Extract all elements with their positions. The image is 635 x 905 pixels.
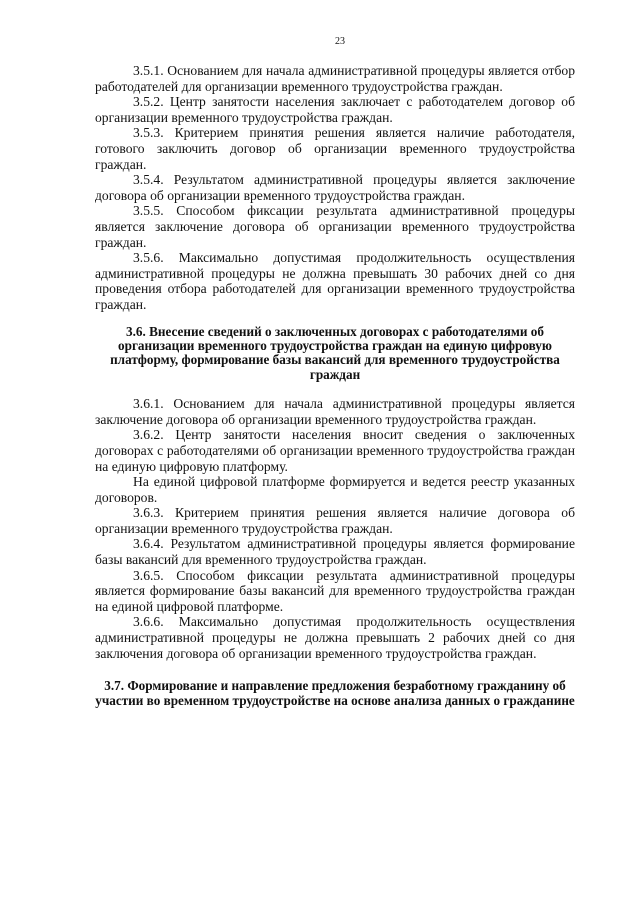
paragraph-3-5-2: 3.5.2. Центр занятости населения заключает с работодателем договор об организации временного трудоустройства граждан. — [95, 94, 575, 125]
section-3-6-heading: 3.6. Внесение сведений о заключенных договорах с работодателями об организации временного трудоустройства граждан на единую цифровую платформу, формирование базы вакансий для временного трудоустройства граждан — [110, 323, 560, 382]
paragraph-3-5-4: 3.5.4. Результатом административной процедуры является заключение договора об организации временного трудоустройства граждан. — [95, 172, 575, 203]
paragraph-3-6-2-registry: На единой цифровой платформе формируется и ведется реестр указанных договоров. — [95, 474, 575, 505]
page-number: 23 — [335, 36, 345, 47]
paragraph-3-6-2: 3.6.2. Центр занятости населения вносит сведения о заключенных договорах с работодателями об организации временного трудоустройства граждан на единую цифровую платформу. — [95, 427, 575, 474]
paragraph-3-6-6: 3.6.6. Максимально допустимая продолжительность осуществления административной процедуры не должна превышать 2 рабочих дней со дня заключения договора об организации временного трудоустройства граждан. — [95, 614, 575, 661]
paragraph-3-6-1: 3.6.1. Основанием для начала административной процедуры является заключение договора об организации временного трудоустройства граждан. — [95, 396, 575, 427]
section-3-6-body — [95, 396, 575, 661]
section-3-7-heading: 3.7. Формирование и направление предложения безработному гражданину об участии во временном трудоустройстве на основе анализа данных о гражданине — [95, 678, 575, 708]
paragraph-3-5-6: 3.5.6. Максимально допустимая продолжительность осуществления административной процедуры не должна превышать 30 рабочих дней со дня проведения отбора работодателей для организации временного трудоустройства граждан. — [95, 250, 575, 312]
paragraph-3-6-5: 3.6.5. Способом фиксации результата административной процедуры является формирование базы вакансий для временного трудоустройства граждан на единой цифровой платформе. — [95, 567, 575, 614]
paragraph-3-5-3: 3.5.3. Критерием принятия решения является наличие работодателя, готового заключить договор об организации временного трудоустройства граждан. — [95, 125, 575, 172]
paragraph-3-5-1: 3.5.1. Основанием для начала административной процедуры является отбор работодателей для организации временного трудоустройства граждан. — [95, 63, 575, 94]
paragraph-3-6-4: 3.6.4. Результатом административной процедуры является формирование базы вакансий для временного трудоустройства граждан. — [95, 536, 575, 568]
paragraph-3-5-5: 3.5.5. Способом фиксации результата административной процедуры является заключение договора об организации временного трудоустройства граждан. — [95, 203, 575, 250]
section-3-5-body — [95, 63, 575, 313]
paragraph-3-6-3: 3.6.3. Критерием принятия решения является наличие договора об организации временного трудоустройства граждан. — [95, 505, 575, 536]
